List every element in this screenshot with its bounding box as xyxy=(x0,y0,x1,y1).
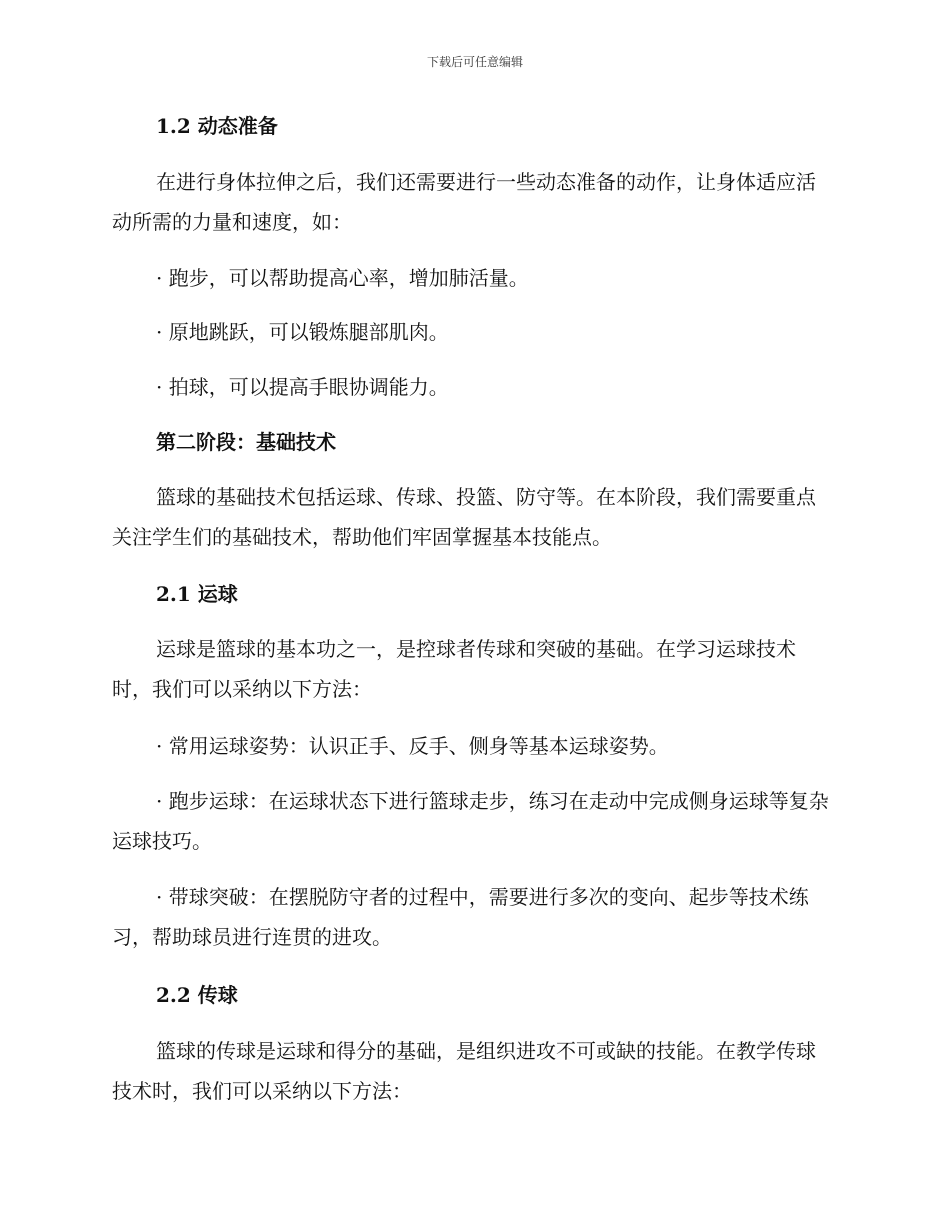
bullet-running: · 跑步，可以帮助提高心率，增加肺活量。 xyxy=(156,266,529,290)
paragraph-dynamic-prep: 在进行身体拉伸之后，我们还需要进行一些动态准备的动作，让身体适应活动所需的力量和速度，如： xyxy=(112,170,816,234)
bullet-jumping: · 原地跳跃，可以锻炼腿部肌肉。 xyxy=(156,320,449,344)
paragraph-dribbling: 运球是篮球的基本功之一，是控球者传球和突破的基础。在学习运球技术时，我们可以采纳以下方法： xyxy=(112,637,796,701)
bullet-dribble-posture: · 常用运球姿势：认识正手、反手、侧身等基本运球姿势。 xyxy=(156,734,669,758)
bullet-running-dribble: · 跑步运球：在运球状态下进行篮球走步，练习在走动中完成侧身运球等复杂运球技巧。 xyxy=(112,789,829,853)
bullet-breakthrough: · 带球突破：在摆脱防守者的过程中，需要进行多次的变向、起步等技术练习，帮助球员进行连贯的进攻。 xyxy=(112,885,809,949)
paragraph-passing: 篮球的传球是运球和得分的基础，是组织进攻不可或缺的技能。在教学传球技术时，我们可以采纳以下方法： xyxy=(112,1039,816,1103)
section-heading-2-1: 2.1 运球 xyxy=(156,582,238,606)
section-heading-1-2: 1.2 动态准备 xyxy=(156,114,278,138)
section-heading-2-2: 2.2 传球 xyxy=(156,983,238,1007)
stage-heading-basic-skills: 第二阶段：基础技术 xyxy=(156,430,336,454)
page-header: 下载后可任意编辑 xyxy=(426,55,523,69)
paragraph-basic-skills: 篮球的基础技术包括运球、传球、投篮、防守等。在本阶段，我们需要重点关注学生们的基础技术，帮助他们牢固掌握基本技能点。 xyxy=(112,485,816,549)
bullet-patting-ball: · 拍球，可以提高手眼协调能力。 xyxy=(156,375,449,399)
